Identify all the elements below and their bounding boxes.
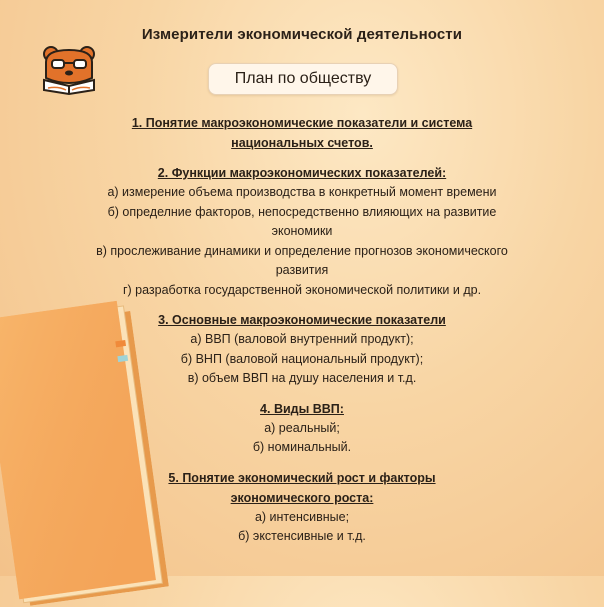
- section-5: [30, 468, 574, 547]
- page-title: Измерители экономической деятельности: [141, 26, 463, 43]
- list-item: б) номинальный.: [252, 440, 352, 454]
- list-item: г) разработка государственной экономической политики и др.: [122, 282, 482, 297]
- list-item: б) ВНП (валовой национальный продукт);: [180, 351, 424, 366]
- section-title: 2. Функции макроэкономических показателей:: [157, 166, 447, 180]
- section-title: 1. Понятие макроэкономические показатели и система: [131, 116, 473, 130]
- section-3: [30, 310, 574, 389]
- list-item: а) ВВП (валовой внутренний продукт);: [190, 332, 414, 346]
- list-item: а) интенсивные;: [254, 509, 350, 524]
- section-title: 5. Понятие экономический рост и факторы: [168, 470, 436, 485]
- section-title: 4. Виды ВВП:: [260, 401, 344, 416]
- list-item: б) экстенсивные и т.д.: [238, 529, 366, 543]
- plan-button[interactable]: План по обществу: [208, 63, 398, 95]
- list-item: в) объем ВВП на душу населения и т.д.: [187, 371, 417, 385]
- list-item: экономики: [271, 224, 333, 238]
- list-item: а) измерение объема производства в конкретный момент времени: [107, 185, 497, 199]
- plan-content: [30, 113, 574, 547]
- bear-reading-book-icon: [40, 44, 102, 96]
- list-item: а) реальный;: [264, 420, 340, 435]
- section-4: [30, 399, 574, 458]
- section-1: [30, 113, 574, 153]
- list-item: развития: [275, 263, 329, 277]
- section-title: 3. Основные макроэкономические показатели: [158, 313, 446, 327]
- section-title: экономического роста:: [230, 490, 374, 505]
- list-item: в) прослеживание динамики и определение прогнозов экономического: [96, 243, 508, 258]
- section-title: национальных счетов.: [231, 136, 373, 150]
- section-2: [30, 163, 574, 300]
- list-item: б) определние факторов, непосредственно влияющих на развитие: [107, 204, 497, 219]
